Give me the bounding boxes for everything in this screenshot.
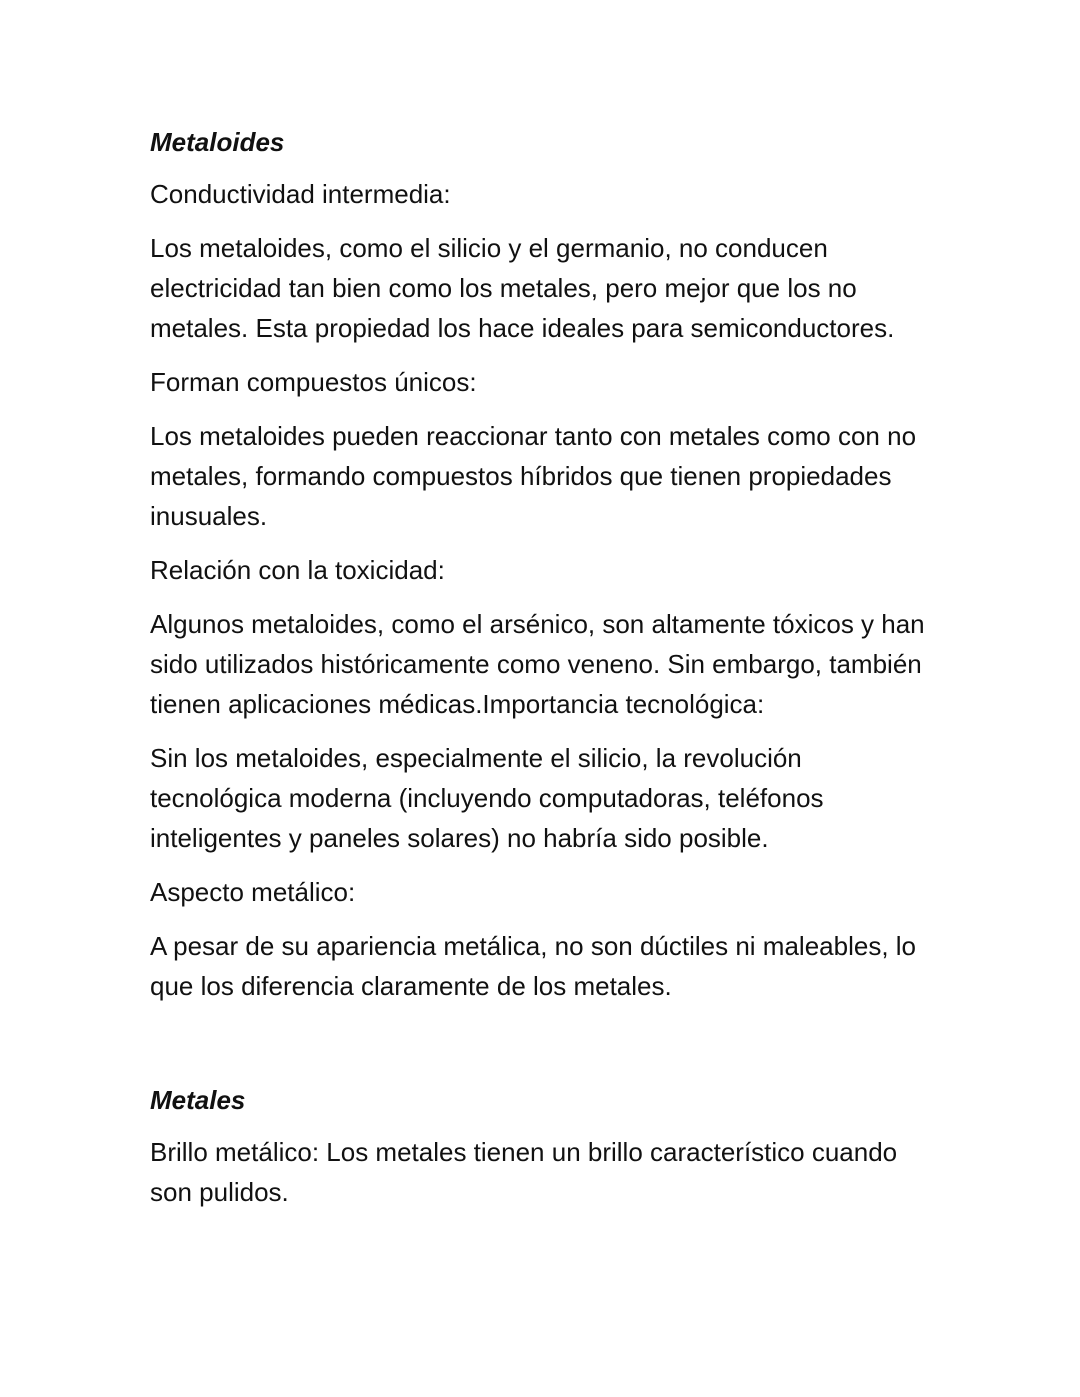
paragraph: Conductividad intermedia: [150, 179, 451, 209]
document-page [150, 124, 940, 1226]
paragraph: Brillo metálico: Los metales tienen un brillo característico cuando son pulidos. [150, 1137, 898, 1207]
section-heading-metaloides: Metaloides [150, 127, 285, 157]
paragraph: Aspecto metálico: [150, 877, 356, 907]
paragraph: Algunos metaloides, como el arsénico, son altamente tóxicos y han sido utilizados históricamente como veneno. Sin embargo, también tienen aplicaciones médicas.Importancia tecnológica: [150, 609, 925, 719]
paragraph: A pesar de su apariencia metálica, no son dúctiles ni maleables, lo que los diferencia claramente de los metales. [150, 931, 916, 1001]
paragraph: Los metaloides, como el silicio y el germanio, no conducen electricidad tan bien como los metales, pero mejor que los no metales. Esta propiedad los hace ideales para semiconductores. [150, 233, 895, 343]
paragraph: Sin los metaloides, especialmente el silicio, la revolución tecnológica moderna (incluyendo computadoras, teléfonos inteligentes y paneles solares) no habría sido posible. [150, 743, 824, 853]
paragraph: Relación con la toxicidad: [150, 555, 445, 585]
section-heading-metales: Metales [150, 1085, 246, 1115]
paragraph: Forman compuestos únicos: [150, 367, 477, 397]
paragraph: Los metaloides pueden reaccionar tanto con metales como con no metales, formando compuestos híbridos que tienen propiedades inusuales. [150, 421, 917, 531]
